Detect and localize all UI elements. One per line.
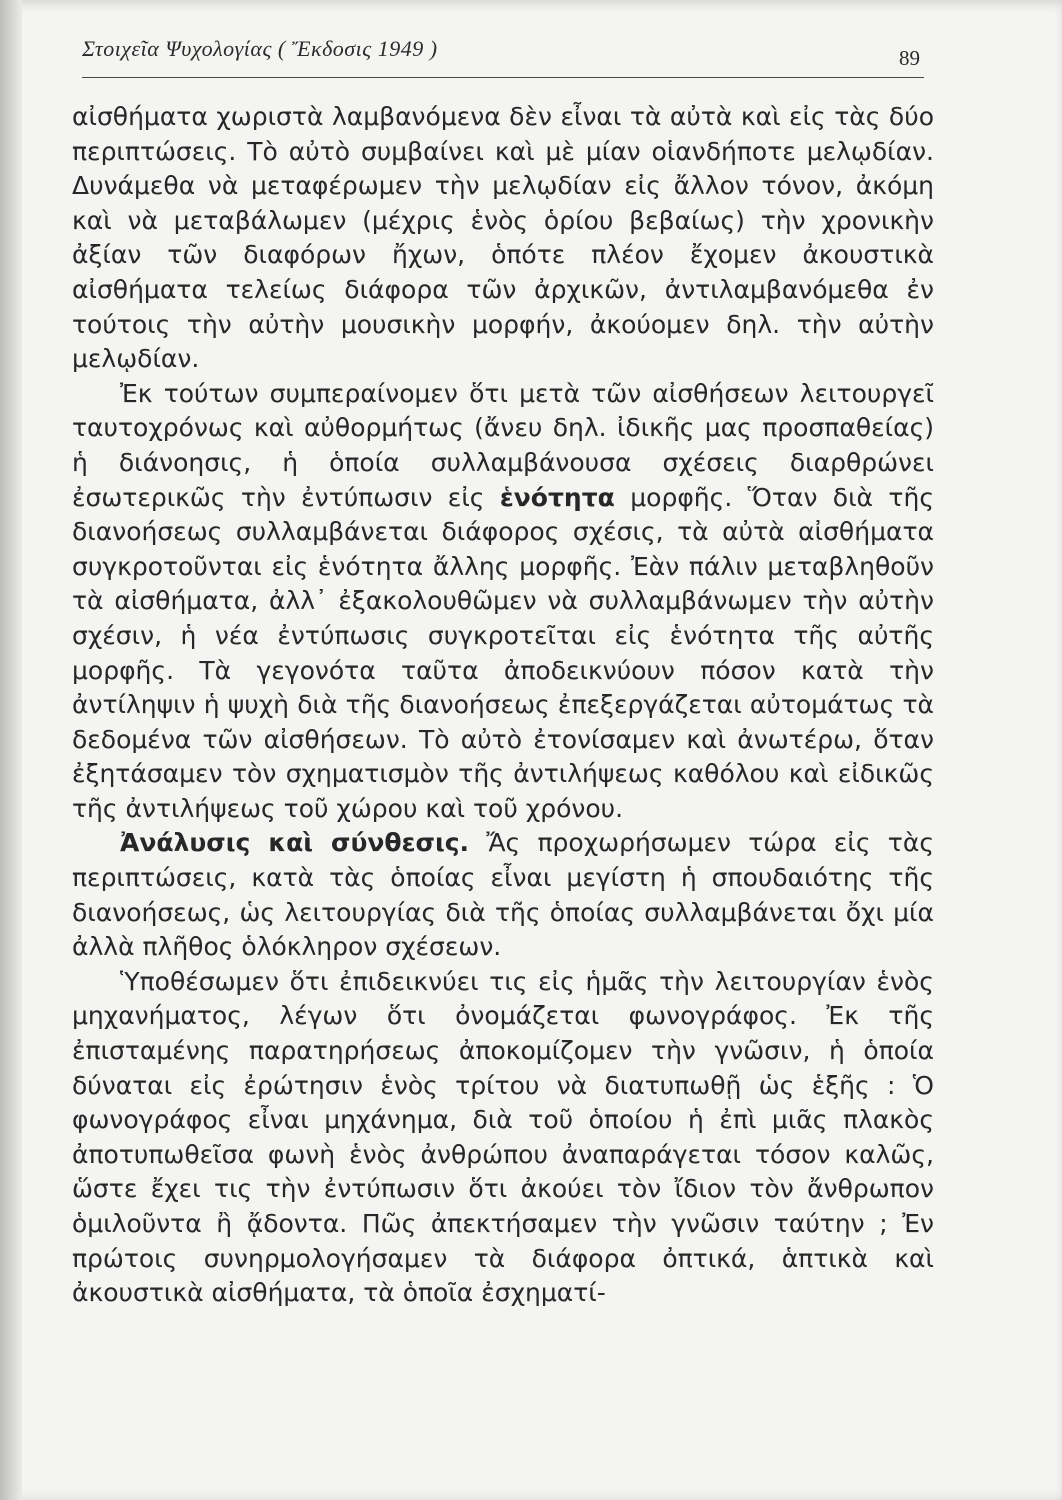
running-title: Στοιχεῖα Ψυχολογίας ( Ἔκδοσις 1949 ) bbox=[82, 36, 438, 61]
paragraph-2 bbox=[72, 377, 934, 827]
emphasis-unity: ἑνότητα bbox=[499, 482, 615, 512]
paragraph-1: αἰσθήματα χωριστὰ λαμβανόμενα δὲν εἶναι τὰ αὐτὰ καὶ εἰς τὰς δύο περιπτώσεις. Τὸ αὐτὸ συμβαίνει καὶ μὲ μίαν οἱανδήποτε μελῳδίαν. Δυνάμεθα νὰ μεταφέρωμεν τὴν μελῳδίαν εἰς ἄλλον τόνον, ἀκόμη καὶ νὰ μεταβάλωμεν (μέχρις ἑνὸς ὁρίου βεβαίως) τὴν χρονικὴν ἀξίαν τῶν διαφόρων ἤχων, ὁπότε πλέον ἔχομεν ἀκουστικὰ αἰσθήματα τελείως διάφορα τῶν ἀρχικῶν, ἀντιλαμβανόμεθα ἐν τούτοις τὴν αὐτὴν μουσικὴν μορφήν, ἀκούομεν δηλ. τὴν αὐτὴν μελῳδίαν. bbox=[72, 102, 934, 374]
header-rule bbox=[82, 77, 924, 78]
paragraph-4: Ὑποθέσωμεν ὅτι ἐπιδεικνύει τις εἰς ἡμᾶς τὴν λειτουργίαν ἑνὸς μηχανήματος, λέγων ὅτι ὀνομάζεται φωνογράφος. Ἐκ τῆς ἐπισταμένης παρατηρήσεως ἀποκομίζομεν τὴν γνῶσιν, ἡ ὁποία δύναται εἰς ἐρώτησιν ἑνὸς τρίτου νὰ διατυπωθῇ ὡς ἑξῆς : Ὁ φωνογράφος εἶναι μηχάνημα, διὰ τοῦ ὁποίου ἡ ἐπὶ μιᾶς πλακὸς ἀποτυπωθεῖσα φωνὴ ἑνὸς ἀνθρώπου ἀναπαράγεται τόσον καλῶς, ὥστε ἔχει τις τὴν ἐντύπωσιν ὅτι ἀκούει τὸν ἴδιον τὸν ἄνθρωπον ὁμιλοῦντα ἢ ᾄδοντα. Πῶς ἀπεκτήσαμεν τὴν γνῶσιν ταύτην ; Ἐν πρώτοις συνηρμολογήσαμεν τὰ διάφορα ὀπτικά, ἁπτικὰ καὶ ἀκουστικὰ αἰσθήματα, τὰ ὁποῖα ἐσχηματί- bbox=[72, 966, 934, 1308]
paragraph-3 bbox=[72, 826, 934, 964]
paragraph-2-text-b: μορφῆς. Ὅταν διὰ τῆς διανοήσεως συλλαμβάνεται διάφορος σχέσις, τὰ αὐτὰ αἰσθήματα συγκροτοῦνται εἰς ἑνότητα ἄλλης μορφῆς. Ἐὰν πάλιν μεταβληθοῦν τὰ αἰσθήματα, ἀλλ᾽ ἐξακολουθῶμεν νὰ συλλαμβάνωμεν τὴν αὐτὴν σχέσιν, ἡ νέα ἐντύπωσις συγκροτεῖται εἰς ἑνότητα τῆς αὐτῆς μορφῆς. Τὰ γεγονότα ταῦτα ἀποδεικνύουν πόσον κατὰ τὴν ἀντίληψιν ἡ ψυχὴ διὰ τῆς διανοήσεως ἐπεξεργάζεται αὐτομάτως τὰ δεδομένα τῶν αἰσθήσεων. Τὸ αὐτὸ ἐτονίσαμεν καὶ ἀνωτέρω, ὅταν ἐξητάσαμεν τὸν σχηματισμὸν τῆς ἀντιλήψεως καθόλου καὶ εἰδικῶς τῆς ἀντιλήψεως τοῦ χώρου καὶ τοῦ χρόνου. bbox=[72, 482, 934, 823]
body-text bbox=[72, 100, 934, 1311]
page-gutter-shadow bbox=[0, 0, 22, 1500]
paragraph-3-text: Ἄς προχωρήσωμεν τώρα εἰς τὰς περιπτώσεις, κατὰ τὰς ὁποίας εἶναι μεγίστη ἡ σπουδαιότης τῆς διανοήσεως, ὡς λειτουργίας διὰ τῆς ὁποίας συλλαμβάνεται ὄχι μία ἀλλὰ πλῆθος ὁλόκληρον σχέσεων. bbox=[72, 828, 934, 962]
section-heading-analysis-synthesis: Ἀνάλυσις καὶ σύνθεσις. bbox=[120, 828, 470, 858]
running-head bbox=[82, 36, 924, 72]
paragraph-2-text-a: Ἐκ τούτων συμπεραίνομεν ὅτι μετὰ τῶν αἰσθήσεων λειτουργεῖ ταυτοχρόνως καὶ αὐθορμήτως (ἄνευ δηλ. ἰδικῆς μας προσπαθείας) ἡ διάνοησις, ἡ ὁποία συλλαμβάνουσα σχέσεις διαρθρώνει ἐσωτερικῶς τὴν ἐντύπωσιν εἰς bbox=[72, 378, 934, 512]
page-number: 89 bbox=[899, 46, 920, 70]
